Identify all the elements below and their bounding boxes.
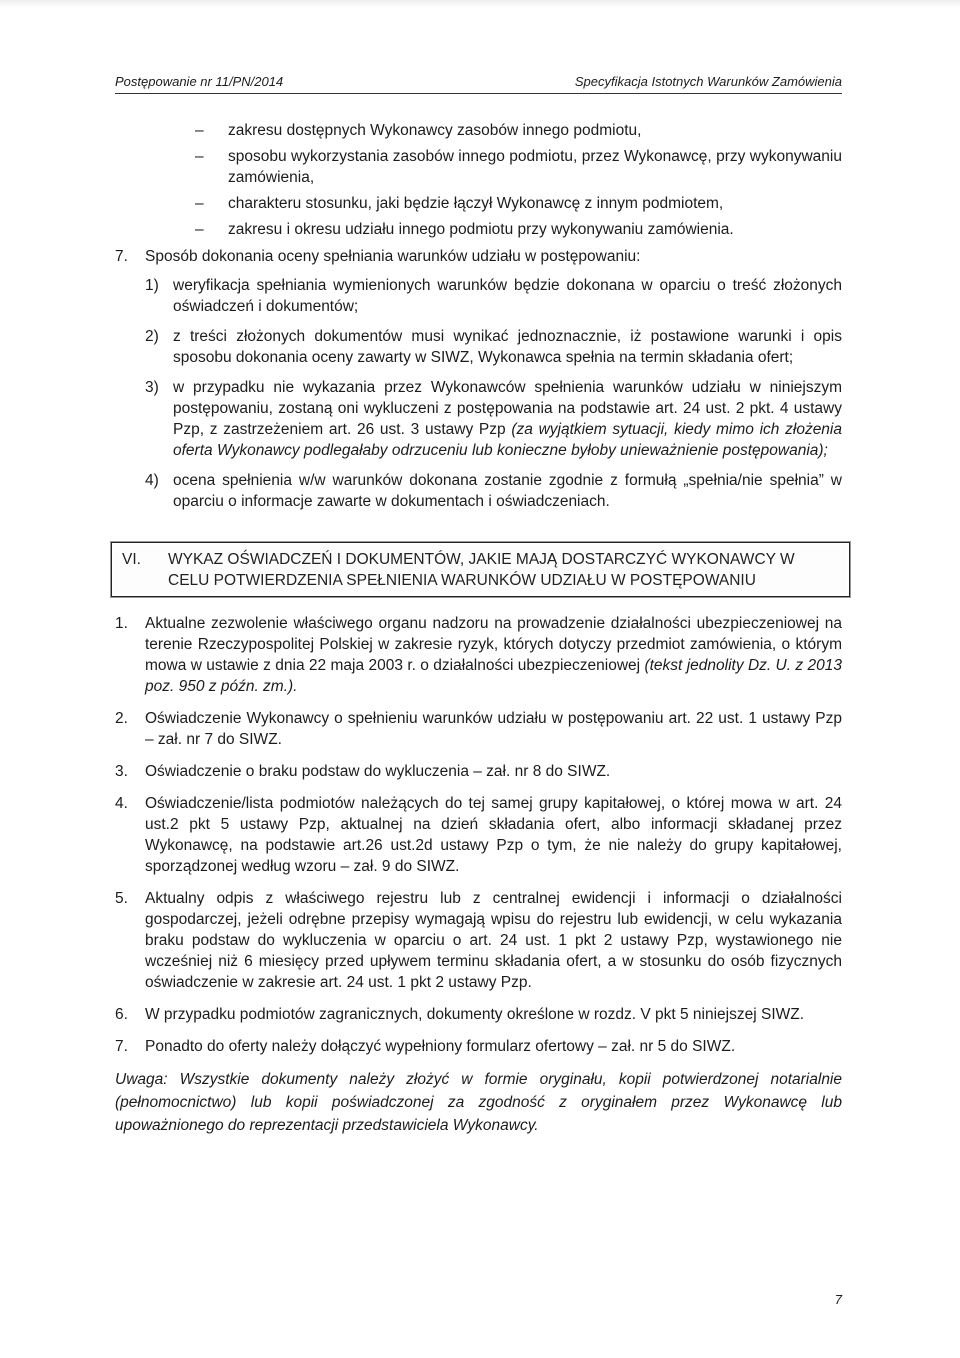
item-text: z treści złożonych dokumentów musi wynikać jednoznacznie, iż postawione warunki i opis sposobu dokonania oceny zawarty w SIWZ, Wykonawca spełnia na termin składania ofert; (173, 328, 842, 366)
list-item (145, 377, 842, 461)
section-7-list (145, 275, 842, 512)
list-item (145, 326, 842, 368)
dash-item (195, 193, 842, 214)
list-item (115, 793, 842, 877)
section-7-text: Sposób dokonania oceny spełniania warunków udziału w postępowaniu: (145, 248, 641, 265)
section-vi-number: VI. (122, 551, 141, 568)
dash-item (195, 146, 842, 188)
dash-text: charakteru stosunku, jaki będzie łączył Wykonawcę z innym podmiotem, (228, 195, 724, 212)
list-item (115, 613, 842, 697)
item-number: 5. (115, 890, 128, 907)
dash-text: zakresu dostępnych Wykonawcy zasobów innego podmiotu, (228, 122, 642, 139)
scan-artifact (0, 0, 960, 8)
item-number: 4. (115, 795, 128, 812)
dash-text: sposobu wykorzystania zasobów innego podmiotu, przez Wykonawcę, przy wykonywaniu zamówienia, (228, 148, 842, 186)
item-text: Aktualny odpis z właściwego rejestru lub z centralnej ewidencji i informacji o działalności gospodarczej, jeżeli odrębne przepisy wymagają wpisu do rejestru lub ewidencji, w celu wykazania braku podstaw do wykluczenia w oparciu o art. 24 ust. 1 pkt 2 ustawy Pzp, wystawionego nie wcześniej niż 6 miesięcy przed upływem terminu składania ofert, a w stosunku do osób fizycznych oświadczenie w zakresie art. 24 ust. 1 pkt 2 ustawy Pzp. (145, 890, 842, 991)
item-text: W przypadku podmiotów zagranicznych, dokumenty określone w rozdz. V pkt 5 niniejszej SIWZ. (145, 1006, 805, 1023)
list-item (145, 275, 842, 317)
item-text: w przypadku nie wykazania przez Wykonawców spełnienia warunków udziału w niniejszym postępowaniu, zostaną oni wykluczeni z postępowania na podstawie art. 24 ust. 2 pkt. 4 ustawy Pzp, z zastrzeżeniem art. 26 ust. 3 ustawy Pzp (173, 379, 842, 438)
list-item (115, 1036, 842, 1057)
section-7-heading (115, 246, 842, 267)
item-text: ocena spełnienia w/w warunków dokonana zostanie zgodnie z formułą „spełnia/nie spełnia” w oparciu o informacje zawarte w dokumentach i oświadczeniach. (173, 472, 842, 510)
list-item (115, 888, 842, 993)
item-text-wrapper (145, 613, 842, 697)
page-number: 7 (834, 1292, 842, 1307)
item-number: 2) (145, 328, 159, 345)
note-paragraph: Uwaga: Wszystkie dokumenty należy złożyć w formie oryginału, kopii potwierdzonej notarialnie (pełnomocnictwo) lub kopii poświadczonej za zgodność z oryginałem przez Wykonawcę lub upoważnionego do reprezentacji przedstawiciela Wykonawcy. (115, 1071, 842, 1134)
item-text: Aktualne zezwolenie właściwego organu nadzoru na prowadzenie działalności ubezpieczeniowej na terenie Rzeczypospolitej Polskiej w zakresie ryzyk, których dotyczy przedmiot zamówienia, o którym mowa w ustawie z dnia 22 maja 2003 r. o działalności ubezpieczeniowej (145, 615, 842, 674)
item-number: 1. (115, 615, 128, 632)
list-item (145, 470, 842, 512)
item-text: Oświadczenie/lista podmiotów należących do tej samej grupy kapitałowej, o której mowa w art. 24 ust.2 pkt 5 ustawy Pzp, aktualnej na dzień składania ofert, albo informacji składanej przez Wykonawcę, na podstawie art.26 ust.2d ustawy Pzp o tym, że nie należy do grupy kapitałowej, sporządzonej według wzoru – zał. 9 do SIWZ. (145, 795, 842, 875)
list-item (115, 761, 842, 782)
dash-bullet: – (195, 195, 204, 212)
item-number: 1) (145, 277, 159, 294)
page-content (115, 120, 842, 1137)
dash-bullet: – (195, 122, 204, 139)
dash-text: zakresu i okresu udziału innego podmiotu przy wykonywaniu zamówienia. (228, 221, 734, 238)
dash-bullet: – (195, 221, 204, 238)
item-number: 3) (145, 379, 159, 396)
section-vi-heading (111, 542, 850, 597)
item-text: Ponadto do oferty należy dołączyć wypełniony formularz ofertowy – zał. nr 5 do SIWZ. (145, 1038, 736, 1055)
page-header (115, 74, 842, 94)
item-text: Oświadczenie Wykonawcy o spełnieniu warunków udziału w postępowaniu art. 22 ust. 1 ustawy Pzp – zał. nr 7 do SIWZ. (145, 710, 842, 748)
item-text: Oświadczenie o braku podstaw do wykluczenia – zał. nr 8 do SIWZ. (145, 763, 611, 780)
item-number: 2. (115, 710, 128, 727)
item-text-italic: (za wyjątkiem sytuacji, kiedy mimo ich złożenia oferta Wykonawcy podlegałaby odrzuceniu lub konieczne byłoby unieważnienie postępowania); (173, 421, 842, 459)
item-number: 3. (115, 763, 128, 780)
header-left: Postępowanie nr 11/PN/2014 (115, 74, 284, 89)
item-number: 7. (115, 1038, 128, 1055)
section-vi-title: WYKAZ OŚWIADCZEŃ I DOKUMENTÓW, JAKIE MAJĄ DOSTARCZYĆ WYKONAWCY W CELU POTWIERDZENIA SPEŁNIENIA WARUNKÓW UDZIAŁU W POSTĘPOWANIU (168, 551, 795, 589)
item-number: 6. (115, 1006, 128, 1023)
dash-item (195, 219, 842, 240)
dash-item (195, 120, 842, 141)
list-item (115, 1004, 842, 1025)
item-number: 4) (145, 472, 159, 489)
section-vi-list (115, 613, 842, 1057)
dash-bullet: – (195, 148, 204, 165)
dash-list (115, 120, 842, 240)
item-text-wrapper (173, 377, 842, 461)
header-right: Specyfikacja Istotnych Warunków Zamówienia (574, 74, 842, 89)
item-text: weryfikacja spełniania wymienionych warunków będzie dokonana w oparciu o treść złożonych oświadczeń i dokumentów; (173, 277, 842, 315)
section-7-number: 7. (115, 248, 128, 265)
item-text-italic: (tekst jednolity Dz. U. z 2013 poz. 950 z późn. zm.). (145, 657, 842, 695)
list-item (115, 708, 842, 750)
